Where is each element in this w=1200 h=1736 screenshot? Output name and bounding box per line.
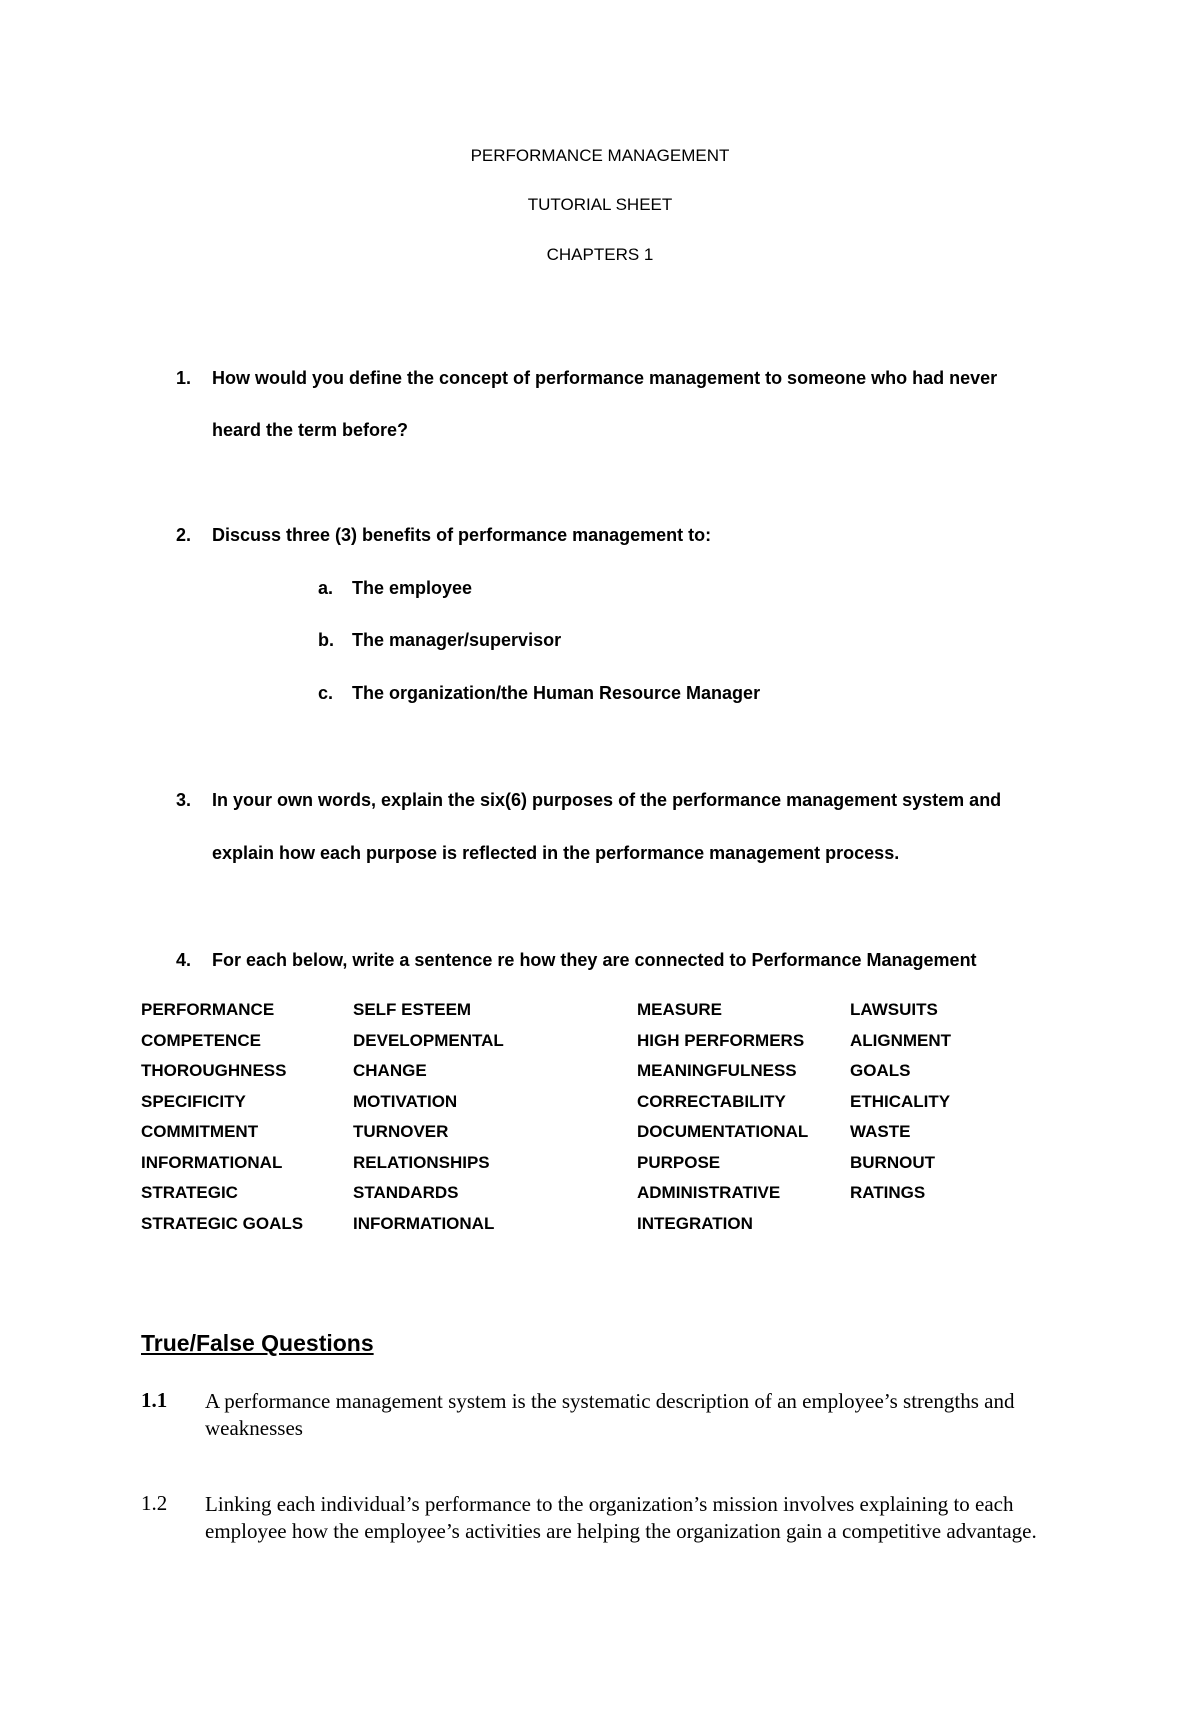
question-text: In your own words, explain the six(6) purposes of the performance management system and	[212, 790, 1002, 810]
true-false-heading: True/False Questions	[141, 1330, 374, 1356]
item-number: 1.1	[141, 1388, 168, 1412]
term: COMMITMENT	[141, 1122, 259, 1141]
term: CHANGE	[353, 1061, 427, 1080]
item-number: 1.2	[141, 1491, 168, 1515]
question-number: 4.	[176, 950, 192, 970]
term: ADMINISTRATIVE	[637, 1183, 781, 1202]
question-number: 2.	[176, 525, 192, 545]
item-text: The manager/supervisor	[352, 630, 562, 650]
term: PURPOSE	[637, 1153, 721, 1172]
document-title: PERFORMANCE MANAGEMENT	[470, 146, 730, 165]
term: STRATEGIC GOALS	[141, 1214, 304, 1233]
term: BURNOUT	[850, 1153, 935, 1172]
term: DOCUMENTATIONAL	[637, 1122, 809, 1141]
term: DEVELOPMENTAL	[353, 1031, 504, 1050]
document-subtitle: TUTORIAL SHEET	[527, 195, 673, 214]
term: GOALS	[850, 1061, 911, 1080]
question-text: How would you define the concept of performance management to someone who had never	[212, 368, 998, 388]
term: ALIGNMENT	[850, 1031, 952, 1050]
question-number: 3.	[176, 790, 192, 810]
question-text-continued: heard the term before?	[212, 420, 409, 440]
item-statement: A performance management system is the systematic description of an employee’s strengths and weaknesses	[205, 1389, 1015, 1440]
term: MOTIVATION	[353, 1092, 458, 1111]
term: STANDARDS	[353, 1183, 459, 1202]
chapter-label: CHAPTERS 1	[546, 245, 654, 264]
term: RELATIONSHIPS	[353, 1153, 490, 1172]
term: MEASURE	[637, 1000, 723, 1019]
item-text: The organization/the Human Resource Manager	[352, 683, 761, 703]
question-text: For each below, write a sentence re how they are connected to Performance Management	[212, 950, 977, 970]
question-number: 1.	[176, 368, 192, 388]
term: RATINGS	[850, 1183, 926, 1202]
question-text: Discuss three (3) benefits of performance management to:	[212, 525, 712, 545]
term: COMPETENCE	[141, 1031, 261, 1050]
term: TURNOVER	[353, 1122, 449, 1141]
term: MEANINGFULNESS	[637, 1061, 797, 1080]
term: SELF ESTEEM	[353, 1000, 472, 1019]
item-letter: b.	[318, 630, 334, 650]
term: PERFORMANCE	[141, 1000, 275, 1019]
term: INTEGRATION	[637, 1214, 753, 1233]
item-letter: a.	[318, 578, 334, 598]
term: INFORMATIONAL	[141, 1153, 283, 1172]
term: HIGH PERFORMERS	[637, 1031, 805, 1050]
term: LAWSUITS	[850, 1000, 938, 1019]
term: THOROUGHNESS	[141, 1061, 287, 1080]
term: SPECIFICITY	[141, 1092, 246, 1111]
term: WASTE	[850, 1122, 911, 1141]
term: STRATEGIC	[141, 1183, 238, 1202]
term: INFORMATIONAL	[353, 1214, 495, 1233]
item-letter: c.	[318, 683, 334, 703]
item-text: The employee	[352, 578, 473, 598]
question-text-continued: explain how each purpose is reflected in the performance management process.	[212, 843, 900, 863]
term: ETHICALITY	[850, 1092, 951, 1111]
term: CORRECTABILITY	[637, 1092, 786, 1111]
item-statement: Linking each individual’s performance to the organization’s mission involves explaining to each employee how the employee’s activities are helping the organization gain a competitive advantage.	[205, 1492, 1037, 1543]
